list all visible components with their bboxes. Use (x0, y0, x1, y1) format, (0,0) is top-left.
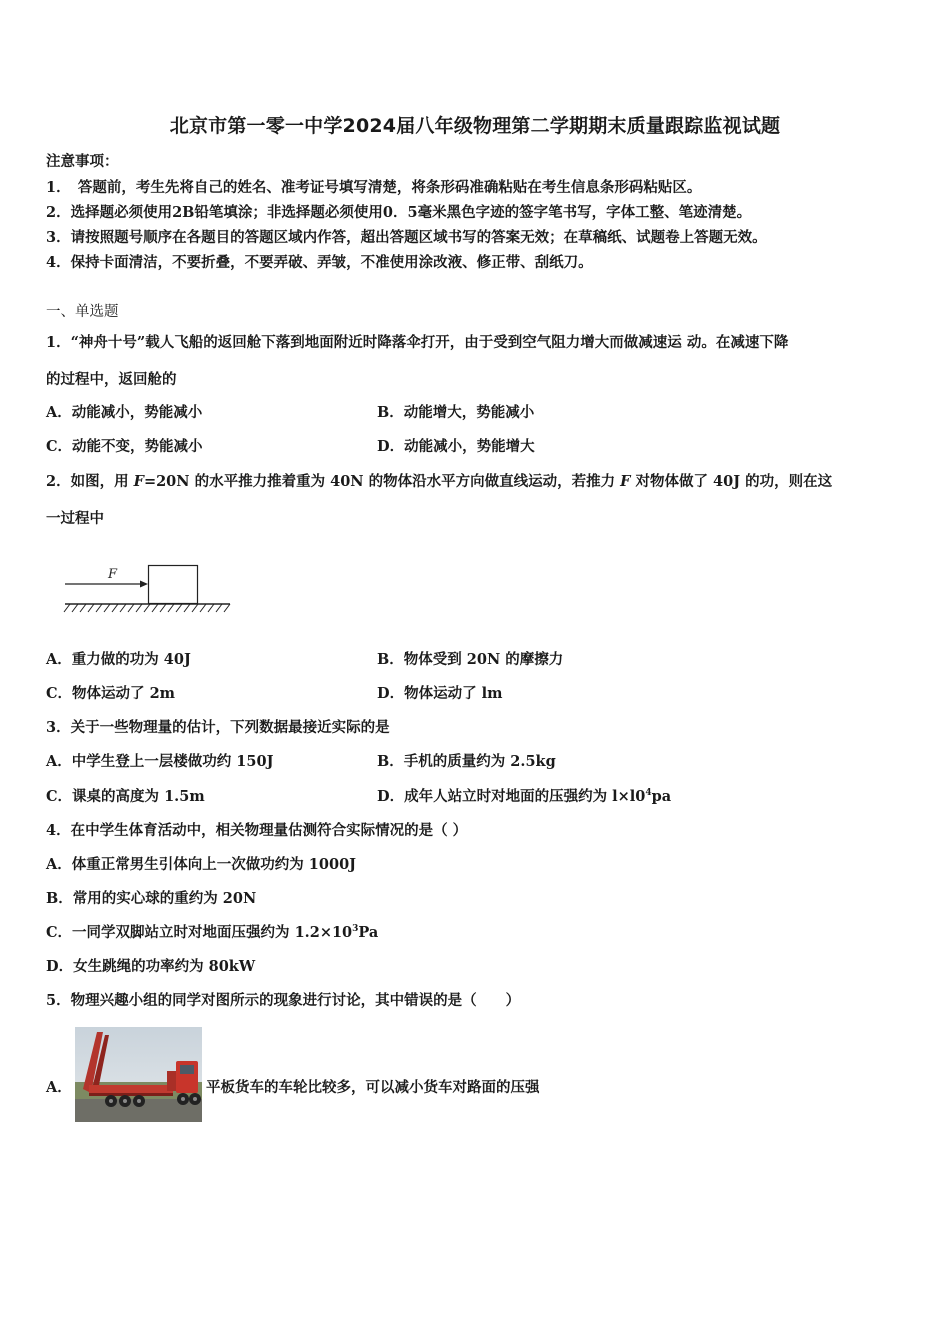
q4-option-a: A．体重正常男生引体向上一次做功约为 1000J (46, 856, 357, 873)
q3-d-exponent: 4 (645, 788, 652, 798)
notice-item: 4．保持卡面清洁，不要折叠，不要弄破、弄皱，不准使用涂改液、修正带、刮纸刀。 (46, 254, 593, 271)
question-4-stem: 4．在中学生体育活动中，相关物理量估测符合实际情况的是（ ） (46, 822, 468, 839)
notice-item: 1． 答题前，考生先将自己的姓名、准考证号填写清楚，将条形码准确粘贴在考生信息条形码粘贴区。 (46, 179, 702, 196)
q2-option-b: B．物体受到 20N 的摩擦力 (377, 651, 564, 668)
q1-option-d: D．动能减小，势能增大 (377, 438, 535, 455)
force-diagram (60, 558, 240, 620)
q2-option-a: A．重力做的功为 40J (46, 651, 191, 668)
section-heading: 一、单选题 (46, 304, 119, 320)
force-label: F (108, 567, 118, 582)
q2-option-d: D．物体运动了 lm (377, 685, 503, 702)
q2-stem-part: 2．如图，用 (46, 473, 134, 490)
q5-option-a-label: A． (46, 1079, 72, 1096)
q4-option-c (46, 924, 378, 942)
q2-option-c: C．物体运动了 2m (46, 685, 176, 702)
question-3-stem: 3．关于一些物理量的估计，下列数据最接近实际的是 (46, 719, 390, 736)
q2-force-symbol: F (133, 473, 144, 490)
q1-option-c: C．动能不变，势能减小 (46, 438, 203, 455)
q4-c-exponent: 3 (352, 924, 359, 934)
q3-d-text: D．成年人站立时对地面的压强约为 l×l0 (377, 788, 646, 805)
question-5-stem: 5．物理兴趣小组的同学对图所示的现象进行讨论，其中错误的是（ ） (46, 992, 521, 1009)
question-2-stem-cont: 一过程中 (46, 510, 104, 527)
q1-option-b: B．动能增大，势能减小 (377, 404, 535, 421)
q5-option-a-text: 平板货车的车轮比较多，可以减小货车对路面的压强 (206, 1079, 540, 1096)
question-2-stem (46, 473, 832, 491)
notice-heading: 注意事项： (46, 153, 119, 170)
flatbed-truck-photo (75, 1027, 202, 1122)
q4-c-unit: Pa (358, 924, 379, 941)
page-title: 北京市第一零一中学2024届八年级物理第二学期期末质量跟踪监视试题 (169, 115, 781, 137)
notice-item: 2．选择题必须使用2B铅笔填涂；非选择题必须使用0．5毫米黑色字迹的签字笔书写，字体工整、笔迹清楚。 (46, 204, 752, 221)
q2-stem-part: =20N 的水平推力推着重为 40N 的物体沿水平方向做直线运动，若推力 (143, 473, 621, 490)
q2-force-symbol: F (620, 473, 631, 490)
q4-option-d: D．女生跳绳的功率约为 80kW (46, 958, 256, 975)
q4-option-b: B．常用的实心球的重约为 20N (46, 890, 257, 907)
q2-stem-part: 对物体做了 40J 的功，则在这 (630, 473, 833, 490)
q4-c-text: C．一同学双脚站立时对地面压强约为 1.2×10 (46, 924, 353, 941)
notice-item: 3．请按照题号顺序在各题目的答题区域内作答，超出答题区域书写的答案无效；在草稿纸、试题卷上答题无效。 (46, 229, 767, 246)
q1-option-a: A．动能减小，势能减小 (46, 404, 203, 421)
q3-d-unit: pa (651, 788, 672, 805)
q3-option-d (377, 788, 671, 806)
q3-option-a: A．中学生登上一层楼做功约 150J (46, 753, 274, 770)
force-arrow-head (140, 581, 148, 588)
ground-hatch (64, 604, 230, 612)
block (149, 566, 198, 604)
q3-option-b: B．手机的质量约为 2.5kg (377, 753, 556, 770)
question-1-stem-cont: 的过程中，返回舱的 (46, 371, 177, 388)
question-1-stem: 1．“神舟十号”载人飞船的返回舱下落到地面附近时降落伞打开，由于受到空气阻力增大而做减速运 动。在减速下降 (46, 334, 789, 351)
q3-option-c: C．课桌的高度为 1.5m (46, 788, 205, 805)
